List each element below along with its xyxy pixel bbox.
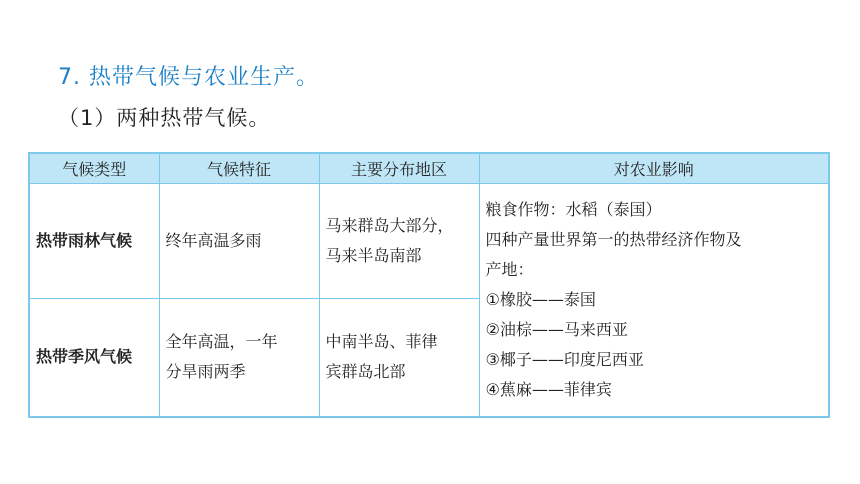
impact-line: ②油棕——马来西亚: [485, 319, 628, 339]
feature-line: 全年高温，一年: [165, 332, 278, 352]
region-cell: [319, 184, 479, 299]
climate-feature-cell: [159, 299, 319, 417]
region-line: 宾群岛北部: [325, 362, 406, 382]
section-heading: 7. 热带气候与农业生产。: [58, 65, 319, 90]
header-agriculture-impact: 对农业影响: [479, 153, 829, 184]
climate-type-cell: 热带雨林气候: [29, 184, 159, 299]
agriculture-impact-cell: [479, 184, 829, 417]
subsection-heading: （1）两种热带气候。: [58, 106, 271, 130]
region-line: 马来群岛大部分，: [325, 216, 454, 235]
header-distribution-region: 主要分布地区: [319, 153, 479, 184]
header-climate-type: 气候类型: [29, 153, 159, 184]
climate-type-cell: 热带季风气候: [29, 299, 159, 417]
feature-line: 分旱雨两季: [165, 362, 246, 382]
header-climate-feature: 气候特征: [159, 153, 319, 184]
impact-line: ③椰子——印度尼西亚: [485, 349, 644, 369]
table-header-row: [29, 153, 829, 184]
impact-line: 产地：: [485, 259, 534, 279]
impact-line: 四种产量世界第一的热带经济作物及: [485, 229, 742, 249]
climate-feature-cell: 终年高温多雨: [159, 184, 319, 299]
table-row: [29, 184, 829, 299]
climate-table: [28, 152, 830, 418]
impact-line: ④蕉麻——菲律宾: [485, 379, 612, 399]
impact-line: ①橡胶——泰国: [485, 289, 596, 309]
region-cell: [319, 299, 479, 417]
region-line: 中南半岛、菲律: [325, 332, 438, 352]
impact-line: 粮食作物：水稻（泰国）: [485, 199, 662, 219]
region-line: 马来半岛南部: [325, 246, 422, 265]
